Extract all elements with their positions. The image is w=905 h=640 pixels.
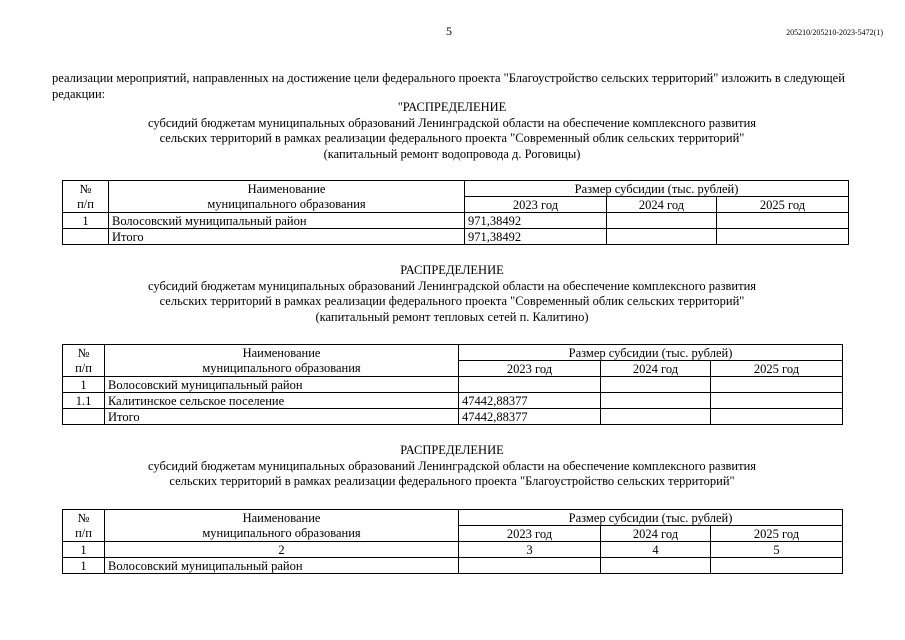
cell-2024 [607,229,717,245]
cell-2024 [601,409,711,425]
th-subsidy-size: Размер субсидии (тыс. рублей) [459,345,843,361]
th-year-2023: 2023 год [459,526,601,542]
table2-heading [52,263,852,325]
table1 [62,180,849,245]
col-number-2: 2 [105,542,459,558]
table-row [63,558,843,574]
cell-number [63,229,109,245]
table3-title: РАСПРЕДЕЛЕНИЕ [400,443,504,457]
cell-name: Итого [109,229,465,245]
cell-number: 1 [63,213,109,229]
cell-2023 [459,558,601,574]
th-name-2: муниципального образования [109,197,465,213]
col-number-5: 5 [711,542,843,558]
th-year-2025: 2025 год [711,361,843,377]
table2-subtitle-line1: субсидий бюджетам муниципальных образований Ленинградской области на обеспечение комплексного развития [147,278,757,293]
col-number-4: 4 [601,542,711,558]
table-row [63,377,843,393]
cell-2025 [711,558,843,574]
table3-subtitle-line1: субсидий бюджетам муниципальных образований Ленинградской области на обеспечение комплексного развития [147,458,757,473]
cell-2025 [711,409,843,425]
th-number: № [63,510,105,526]
cell-2024 [601,558,711,574]
column-numbering-row [63,542,843,558]
cell-name: Калитинское сельское поселение [105,393,459,409]
th-year-2025: 2025 год [711,526,843,542]
table1-subtitle-line1: субсидий бюджетам муниципальных образований Ленинградской области на обеспечение комплексного развития [147,115,757,130]
cell-2023 [459,377,601,393]
table3-heading [52,443,852,490]
cell-name: Итого [105,409,459,425]
cell-2023: 971,38492 [465,229,607,245]
cell-2025 [711,377,843,393]
cell-2024 [601,377,711,393]
th-name-2: муниципального образования [105,526,459,542]
table3 [62,509,843,574]
th-name-2: муниципального образования [105,361,459,377]
th-year-2023: 2023 год [465,197,607,213]
cell-number: 1 [63,377,105,393]
cell-number: 1.1 [63,393,105,409]
table-row [63,393,843,409]
table-row [63,213,849,229]
cell-2024 [601,393,711,409]
cell-name: Волосовский муниципальный район [105,377,459,393]
th-name: Наименование [109,181,465,197]
table1-subtitle-line3: (капитальный ремонт водопровода д. Роговицы) [323,146,581,161]
cell-name: Волосовский муниципальный район [105,558,459,574]
th-number-2: п/п [63,526,105,542]
table3-subtitle-line2: сельских территорий в рамках реализации федерального проекта "Благоустройство сельских территорий" [169,474,735,488]
cell-2025 [717,229,849,245]
table-row-total [63,409,843,425]
table1-subtitle-line2: сельских территорий в рамках реализации федерального проекта "Современный облик сельских территорий" [159,131,745,145]
table-row-total [63,229,849,245]
document-id: 205210/205210-2023-5472(1) [786,28,883,37]
table1-heading [52,100,852,162]
th-number: № [63,345,105,361]
cell-2025 [711,393,843,409]
th-year-2024: 2024 год [601,526,711,542]
th-number-2: п/п [63,197,109,213]
th-year-2024: 2024 год [607,197,717,213]
cell-2023: 47442,88377 [459,409,601,425]
cell-2025 [717,213,849,229]
table2 [62,344,843,425]
cell-2023: 47442,88377 [459,393,601,409]
th-number-2: п/п [63,361,105,377]
cell-number [63,409,105,425]
th-number: № [63,181,109,197]
intro-paragraph: реализации мероприятий, направленных на достижение цели федерального проекта "Благоустройство сельских территорий" изложить в следующей редакции: [52,71,845,101]
cell-2024 [607,213,717,229]
cell-name: Волосовский муниципальный район [109,213,465,229]
table2-title: РАСПРЕДЕЛЕНИЕ [400,263,504,277]
th-year-2025: 2025 год [717,197,849,213]
table2-subtitle-line3: (капитальный ремонт тепловых сетей п. Калитино) [315,309,589,324]
table2-subtitle-line2: сельских территорий в рамках реализации федерального проекта "Современный облик сельских территорий" [159,294,745,308]
th-subsidy-size: Размер субсидии (тыс. рублей) [459,510,843,526]
th-year-2024: 2024 год [601,361,711,377]
page-number: 5 [446,24,452,38]
th-name: Наименование [105,510,459,526]
th-name: Наименование [105,345,459,361]
cell-number: 1 [63,558,105,574]
table1-title: "РАСПРЕДЕЛЕНИЕ [397,100,507,114]
cell-2023: 971,38492 [465,213,607,229]
th-year-2023: 2023 год [459,361,601,377]
col-number-3: 3 [459,542,601,558]
th-subsidy-size: Размер субсидии (тыс. рублей) [465,181,849,197]
col-number-1: 1 [63,542,105,558]
